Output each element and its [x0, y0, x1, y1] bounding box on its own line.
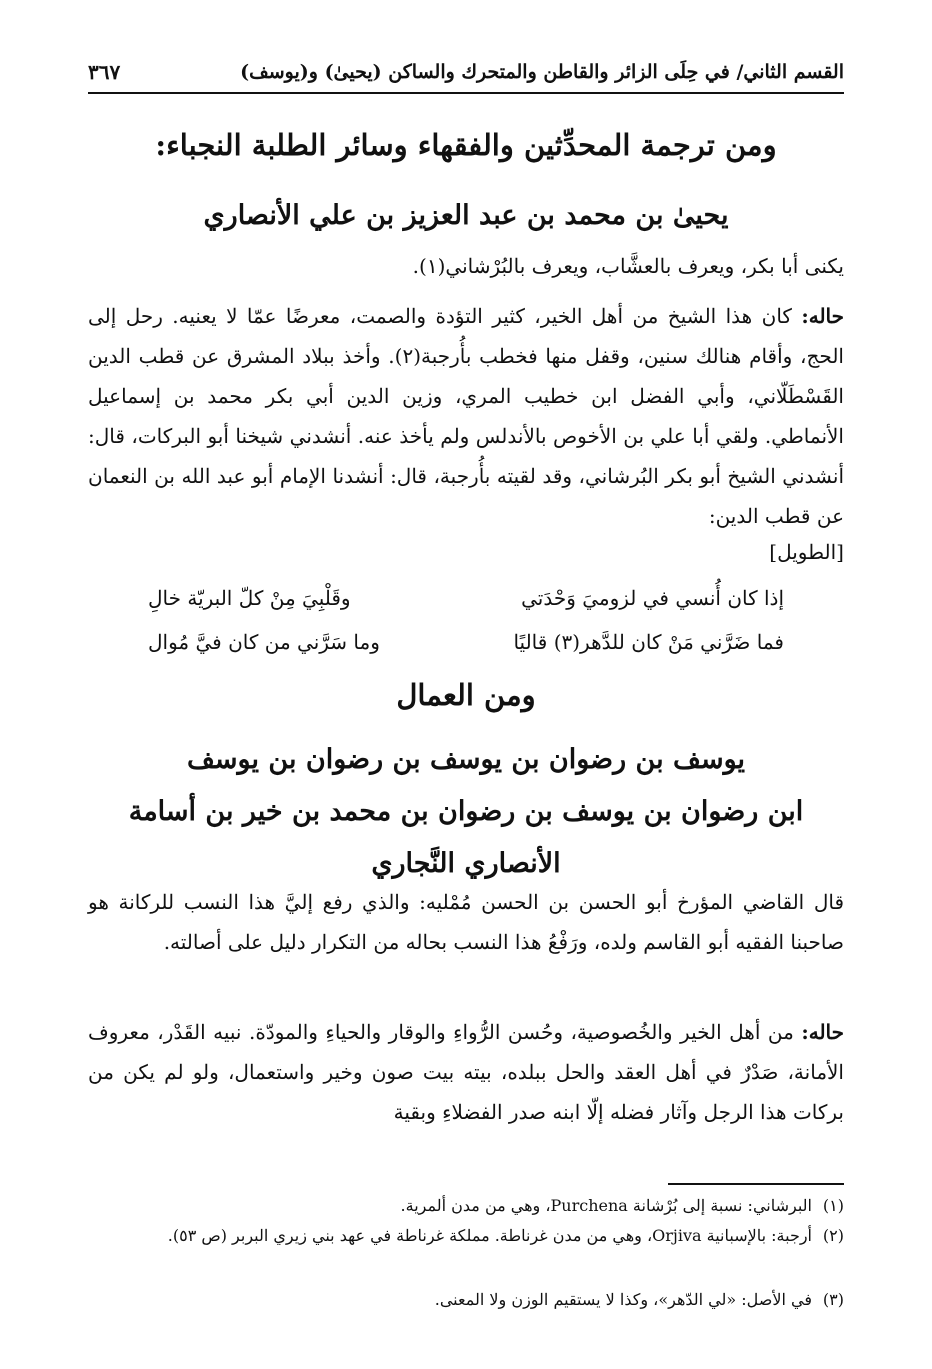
footnote — [88, 1286, 844, 1314]
haal-text: من أهل الخير والخُصوصية، وحُسن الرُّواءِ والوقار والحياءِ والمودّة. نبيه القَدْر، معروف الأمانة، صَدْرٌ في أهل العقد والحل ببلده، بيته بيت صون وخير واستعمال، ولو لم يكن من بركات هذا الرجل وآثار فضله إلّا ابنه صدر الفضلاءِ وبقية — [88, 1020, 844, 1124]
name-line: الأنصاري النَّجاري — [371, 848, 561, 879]
page-number: ٣٦٧ — [88, 60, 121, 84]
footnote-divider — [668, 1183, 844, 1185]
footnote-number: (٣) — [822, 1290, 844, 1309]
yusuf-lineage-paragraph: قال القاضي المؤرخ أبو الحسن بن الحسن مُمْليه: والذي رفع إليَّ هذا النسب للركانة هو صاحبنا الفقيه أبو القاسم ولده، ورَفْعُ هذا النسب بحاله من التكرار دليل على أصالته. — [88, 890, 844, 954]
haal-text: كان هذا الشيخ من أهل الخير، كثير التؤدة والصمت، معرضًا عمّا لا يعنيه. رحل إلى الحج، وأقام هنالك سنين، وقفل منها فخطب بأُرجبة(٢). وأخذ ببلاد المشرق عن قطب الدين القَسْطَلّاني، وأبي الفضل ابن خطيب المري، وزين الدين أبي بكر محمد بن إسماعيل الأنماطي. ولقي أبا علي بن الأخوص بالأندلس ولم يأخذ عنه. أنشدني شيخنا أبو البركات، قال: أنشدني الشيخ أبو بكر البُرشاني، وقد لقيته بأُرجبة، قال: أنشدنا الإمام أبو عبد الله بن النعمان عن قطب الدين: — [88, 304, 844, 528]
verse-hemistich-first: فما ضَرَّني مَنْ كان للدَّهر(٣) قاليًا — [513, 630, 784, 654]
meter-label: [الطويل] — [769, 540, 844, 564]
yusuf-haal-paragraph — [88, 1012, 844, 1132]
name-line: يوسف بن رضوان بن يوسف بن رضوان بن يوسف — [186, 744, 746, 775]
verse-hemistich-first: إذا كان أُنسي في لزوميَ وَحْدَتي — [521, 586, 784, 610]
footnote-text: في الأصل: «لي الدّهر»، وكذا لا يستقيم الوزن ولا المعنى. — [434, 1290, 812, 1309]
footnote-text: أرجبة: بالإسبانية Orjiva، وهي من مدن غرناطة. مملكة غرناطة في عهد بني زيري البربر (ص ٥٣). — [167, 1226, 812, 1245]
haal-label: حاله: — [801, 1020, 844, 1044]
section-title-scholars: ومن ترجمة المحدِّثين والفقهاء وسائر الطلبة النجباء: — [155, 128, 777, 162]
verse-line — [88, 586, 844, 626]
verse-line — [88, 630, 844, 670]
biography-name-yahya: يحيىٰ بن محمد بن عبد العزيز بن علي الأنصاري — [203, 200, 729, 231]
haal-label: حاله: — [801, 304, 844, 328]
yahya-intro: يكنى أبا بكر، ويعرف بالعشَّاب، ويعرف بالبُرْشاني(١). — [412, 254, 844, 278]
name-line: ابن رضوان بن يوسف بن رضوان بن محمد بن خير بن أسامة — [128, 796, 804, 827]
footnote — [88, 1192, 844, 1220]
footnote-number: (٢) — [822, 1226, 844, 1245]
running-header — [88, 52, 844, 94]
footnote — [88, 1222, 844, 1250]
footnote-number: (١) — [822, 1196, 844, 1215]
verse-hemistich-second: وما سَرَّني من كان فيَّ مُوال — [148, 630, 380, 654]
header-title: القسم الثاني/ في حِلَى الزائر والقاطن والمتحرك والساكن (يحيىٰ) و(يوسف) — [240, 61, 844, 83]
yahya-haal-paragraph — [88, 296, 844, 536]
footnote-text: البرشاني: نسبة إلى بُرْشانة Purchena، وهي من مدن ألمرية. — [400, 1196, 812, 1215]
section-title-officials: ومن العمال — [396, 678, 536, 712]
biography-name-yusuf — [88, 734, 844, 890]
verse-hemistich-second: وقَلْبِيَ مِنْ كلّ البريّة خالِ — [148, 586, 351, 610]
